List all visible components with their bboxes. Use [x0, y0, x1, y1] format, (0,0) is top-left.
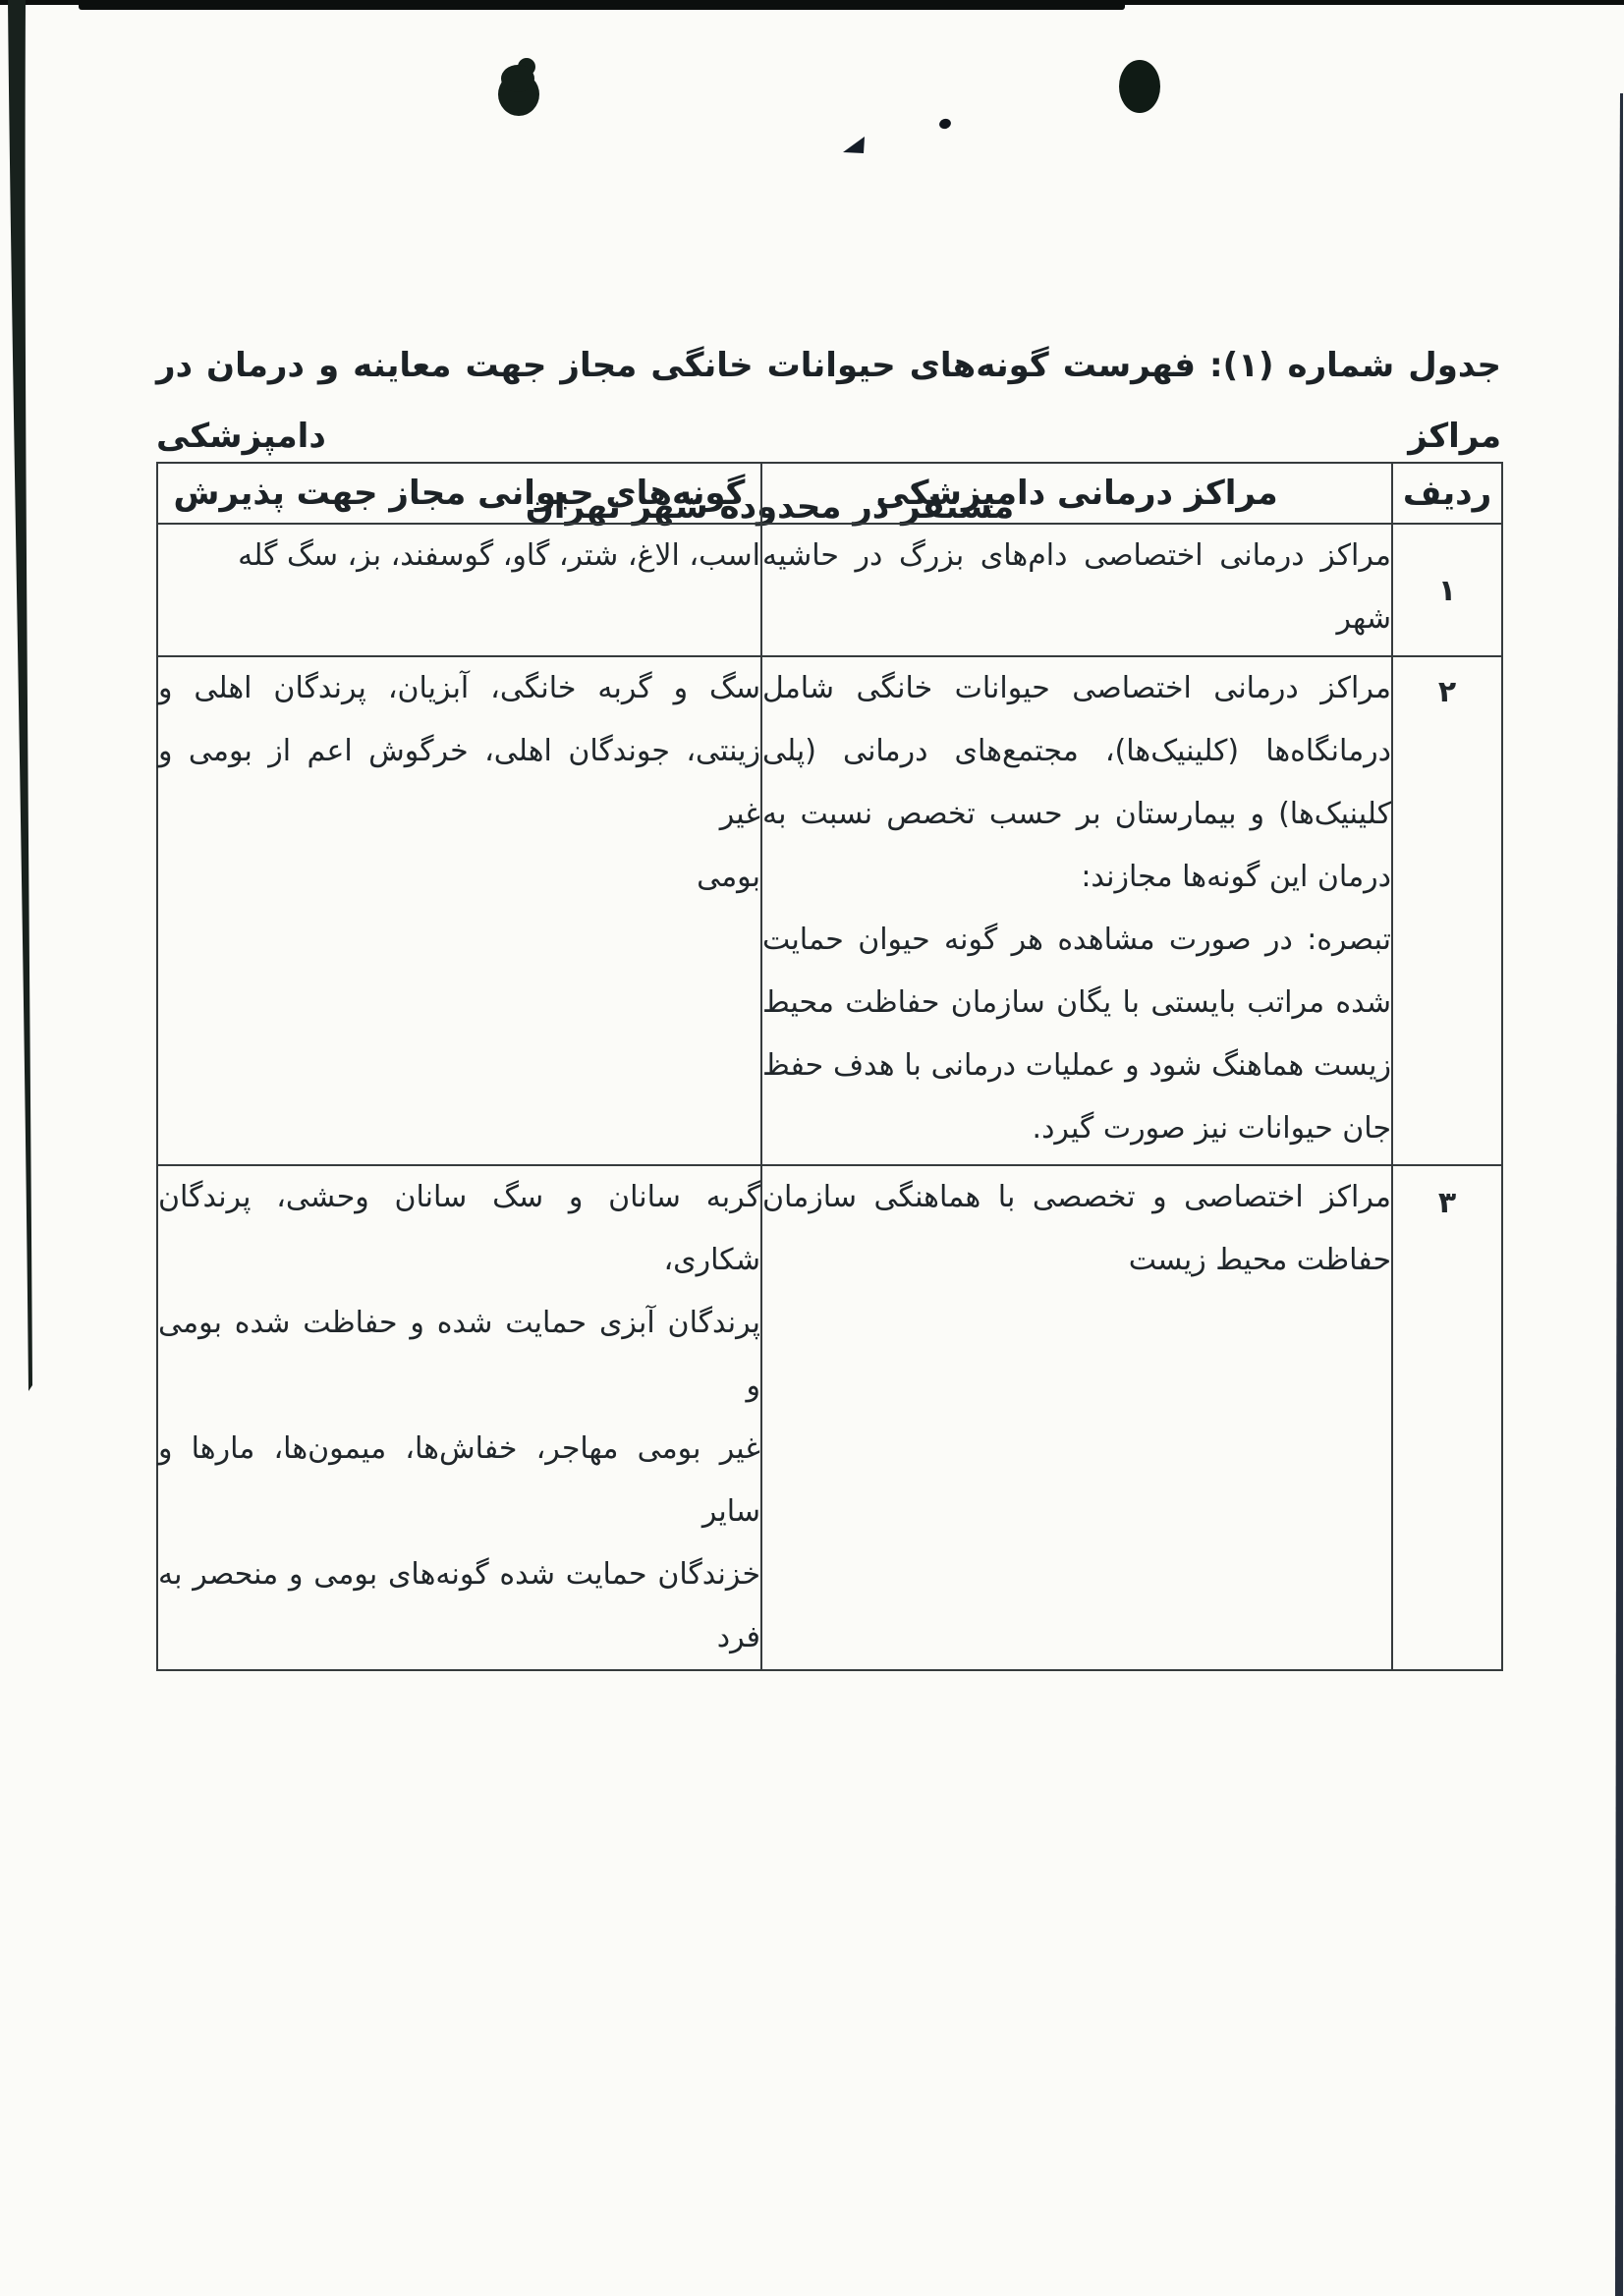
scan-top-edge-thick: [79, 0, 1125, 10]
cell-text-line: مراکز درمانی اختصاصی دام‌های بزرگ در حاشیه: [762, 538, 1391, 573]
cell-text-line: سگ و گربه خانگی، آبزیان، پرندگان اهلی و: [158, 671, 760, 705]
cell-text-line: درمانگاه‌ها (کلینیک‌ها)، مجتمع‌های درمانی (پلی: [762, 734, 1391, 768]
ink-mark-speck: [938, 117, 953, 131]
cell-text-line: شده مراتب بایستی با یگان سازمان حفاظت محیط: [762, 985, 1391, 1020]
species-cell: [157, 656, 761, 1165]
cell-text-line: تبصره: در صورت مشاهده هر گونه حیوان حمایت: [762, 923, 1391, 957]
cell-text-line: زینتی، جوندگان اهلی، خرگوش اعم از بومی و غیر: [158, 734, 760, 831]
ink-blob-left: [498, 58, 539, 116]
row-number: ۱: [1437, 574, 1457, 608]
cell-text-line: حفاظت محیط زیست: [1128, 1243, 1391, 1277]
cell-text-line: جان حیوانات نیز صورت گیرد.: [1032, 1111, 1391, 1146]
row-number-cell: [1392, 656, 1502, 1165]
cell-text-line: شهر: [1336, 601, 1391, 636]
cell-text-line: مراکز اختصاصی و تخصصی با هماهنگی سازمان: [762, 1180, 1391, 1214]
row-number-cell: [1392, 1165, 1502, 1670]
row-number-cell: [1392, 524, 1502, 656]
cell-text-line: اسب، الاغ، شتر، گاو، گوسفند، بز، سگ گله: [238, 538, 760, 573]
centers-cell: [761, 524, 1392, 656]
veterinary-centers-table: [156, 462, 1503, 1671]
cell-text-line: درمان این گونه‌ها مجازند:: [1081, 860, 1391, 894]
ink-mark-triangle: [843, 137, 865, 153]
ink-blob-right: [1119, 60, 1160, 113]
scan-left-edge-line: [8, 0, 32, 1391]
scan-top-edge-thin: [0, 0, 1624, 5]
cell-text-line: کلینیک‌ها) و بیمارستان بر حسب تخصص نسبت به: [762, 797, 1391, 831]
cell-text-line: زیست هماهنگ شود و عملیات درمانی با هدف حفظ: [762, 1048, 1391, 1083]
cell-text-line: گربه سانان و سگ سانان وحشی، پرندگان شکاری،: [158, 1180, 760, 1277]
cell-text-line: بومی: [697, 860, 760, 894]
species-cell: [157, 1165, 761, 1670]
centers-cell: [761, 656, 1392, 1165]
cell-text-line: خزندگان حمایت شده گونه‌های بومی و منحصر به: [158, 1557, 760, 1592]
table-row: [157, 1165, 1502, 1670]
cell-text-line: فرد: [716, 1620, 760, 1654]
scan-right-edge-line: [1615, 93, 1623, 2296]
row-number: ۳: [1437, 1186, 1457, 1220]
col-header-row-number: ردیف: [1392, 463, 1502, 524]
col-header-centers: مراکز درمانی دامپزشکی: [761, 463, 1392, 524]
col-header-species: گونه‌های حیوانی مجاز جهت پذیرش: [157, 463, 761, 524]
cell-text-line: غیر بومی مهاجر، خفاش‌ها، میمون‌ها، مارها و سایر: [158, 1431, 760, 1529]
table-row: [157, 524, 1502, 656]
document-title-line2: مستقر در محدوده شهر تهران: [525, 487, 1015, 527]
document-title-line1: جدول شماره (۱): فهرست گونه‌های حیوانات خانگی مجاز جهت معاینه و درمان در مراکز دامپزشکی: [156, 346, 1501, 456]
row-number: ۲: [1437, 675, 1457, 709]
species-cell: [157, 524, 761, 656]
table-header-row: [157, 463, 1502, 524]
cell-text-line: مراکز درمانی اختصاصی حیوانات خانگی شامل: [762, 671, 1391, 705]
cell-text-line: پرندگان آبزی حمایت شده و حفاظت شده بومی و: [158, 1306, 760, 1403]
table-row: [157, 656, 1502, 1165]
centers-cell: [761, 1165, 1392, 1670]
